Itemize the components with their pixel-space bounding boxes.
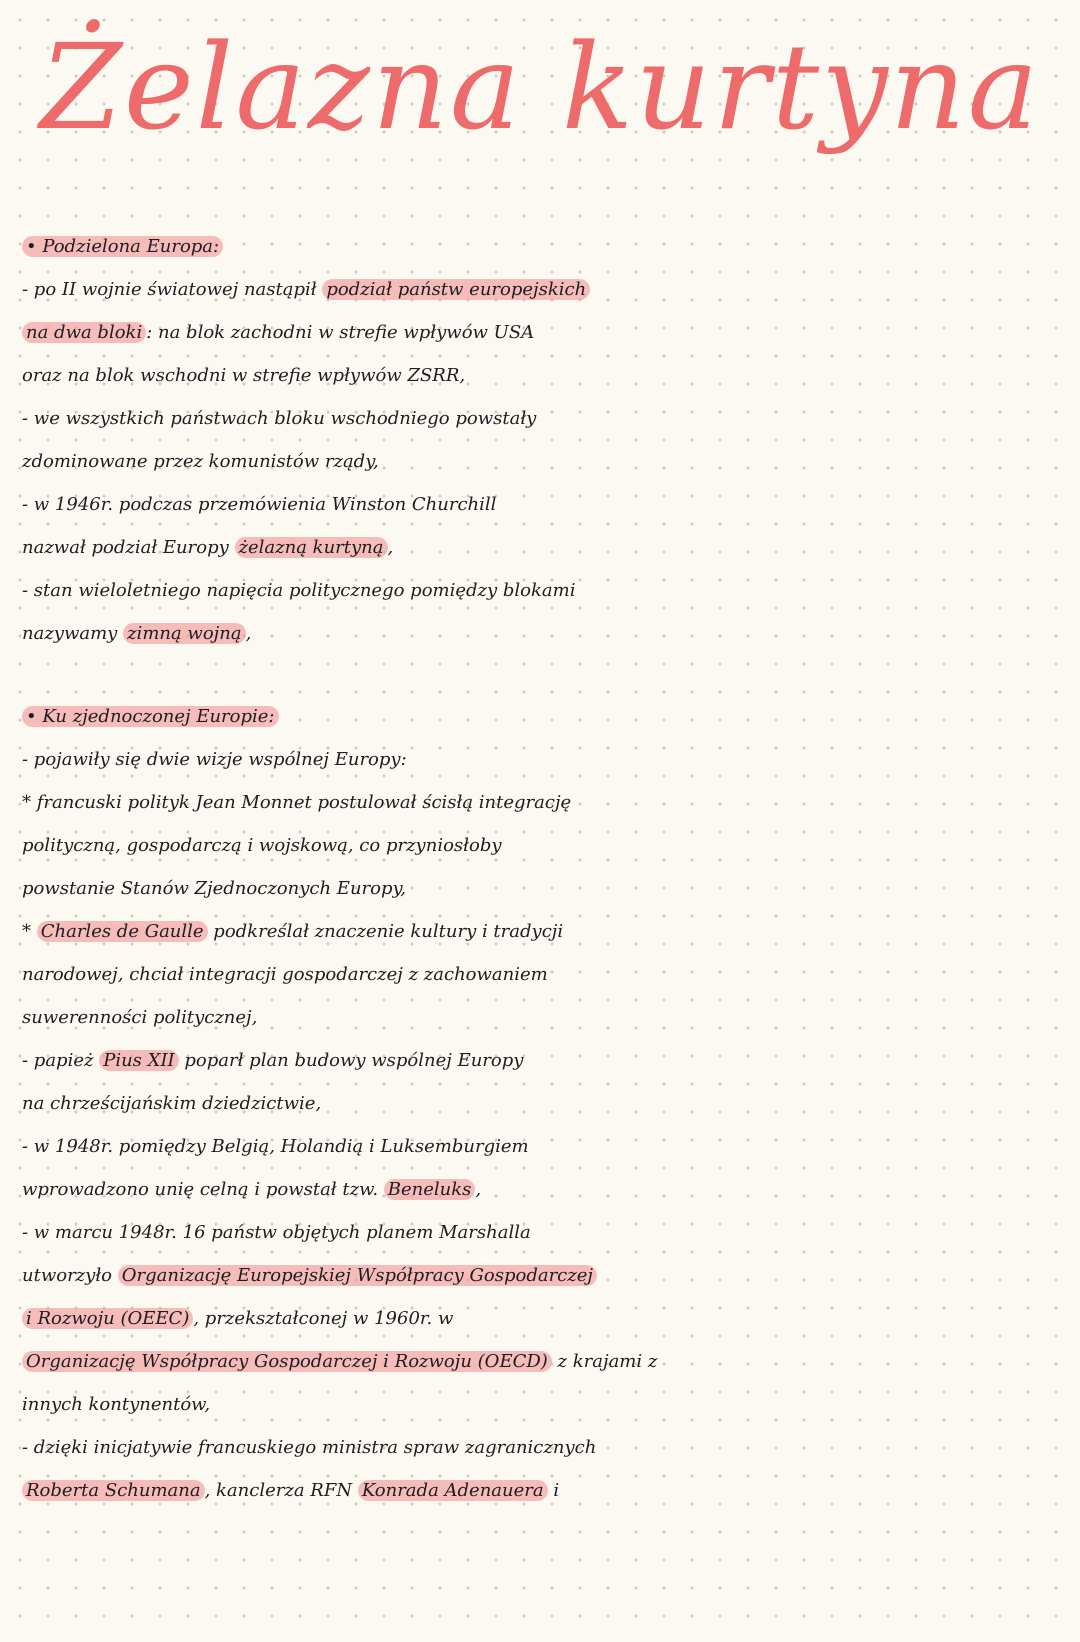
note-line — [22, 483, 1062, 526]
note-line — [22, 1082, 1062, 1125]
note-text: poparł plan budowy wspólnej Europy — [178, 1050, 524, 1071]
note-line — [22, 569, 1062, 612]
note-text: - dzięki inicjatywie francuskiego ministra spraw zagranicznych — [22, 1437, 597, 1458]
highlighted-text: Konrada Adenauera — [358, 1480, 548, 1501]
note-text: , przekształconej w 1960r. w — [193, 1308, 454, 1329]
note-text: utworzyło — [22, 1265, 118, 1286]
highlighted-text: Pius XII — [99, 1050, 178, 1071]
note-text: : na blok zachodni w strefie wpływów USA — [146, 322, 535, 343]
note-text: wprowadzono unię celną i powstał tzw. — [22, 1179, 384, 1200]
note-text: nazwał podział Europy — [22, 537, 235, 558]
note-line — [22, 612, 1062, 655]
notes-body — [22, 225, 1062, 1512]
note-text: narodowej, chciał integracji gospodarczej z zachowaniem — [22, 964, 548, 985]
note-line — [22, 738, 1062, 781]
note-line — [22, 526, 1062, 569]
heading-highlight: • Podzielona Europa: — [22, 236, 223, 257]
note-line — [22, 268, 1062, 311]
highlighted-text: na dwa bloki — [22, 322, 146, 343]
note-text: * francuski polityk Jean Monnet postulował ścisłą integrację — [22, 792, 572, 813]
highlighted-text: i Rozwoju (OEEC) — [22, 1308, 193, 1329]
note-text: * — [22, 921, 37, 942]
note-text: - stan wieloletniego napięcia politycznego pomiędzy blokami — [22, 580, 576, 601]
section-podzielona-europa — [22, 268, 1062, 655]
note-line — [22, 1383, 1062, 1426]
note-line — [22, 824, 1062, 867]
note-text: innych kontynentów, — [22, 1394, 211, 1415]
highlighted-text: podział państw europejskich — [322, 279, 590, 300]
section-heading-podzielona-europa — [22, 225, 1062, 268]
section-ku-zjednoczonej-europie — [22, 738, 1062, 1512]
note-text: , kanclerza RFN — [204, 1480, 358, 1501]
note-line — [22, 1125, 1062, 1168]
highlighted-text: Charles de Gaulle — [37, 921, 208, 942]
note-line — [22, 354, 1062, 397]
note-line — [22, 1039, 1062, 1082]
highlighted-text: żelazną kurtyną — [235, 537, 388, 558]
note-line — [22, 311, 1062, 354]
highlighted-text: Roberta Schumana — [22, 1480, 205, 1501]
note-text: - po II wojnie światowej nastąpił — [22, 279, 323, 300]
note-text: na chrześcijańskim dziedzictwie, — [22, 1093, 322, 1114]
note-text: , — [245, 623, 252, 644]
note-line — [22, 1297, 1062, 1340]
note-text: podkreślał znaczenie kultury i tradycji — [207, 921, 564, 942]
note-line — [22, 781, 1062, 824]
highlighted-text: Organizację Współpracy Gospodarczej i Rozwoju (OECD) — [22, 1351, 552, 1372]
note-line — [22, 1211, 1062, 1254]
highlighted-text: Organizację Europejskiej Współpracy Gospodarczej — [118, 1265, 597, 1286]
note-line — [22, 1254, 1062, 1297]
note-text: , — [475, 1179, 482, 1200]
note-line — [22, 397, 1062, 440]
highlighted-text: zimną wojną — [123, 623, 246, 644]
note-text: polityczną, gospodarczą i wojskową, co przyniosłoby — [22, 835, 502, 856]
note-text: nazywamy — [22, 623, 124, 644]
section-heading-ku-zjednoczonej-europie — [22, 695, 1062, 738]
note-line — [22, 867, 1062, 910]
highlighted-text: Beneluks — [384, 1179, 476, 1200]
note-text: oraz na blok wschodni w strefie wpływów ZSRR, — [22, 365, 466, 386]
note-text: - w 1948r. pomiędzy Belgią, Holandią i Luksemburgiem — [22, 1136, 529, 1157]
note-text: - papież — [22, 1050, 100, 1071]
note-text: - w marcu 1948r. 16 państw objętych planem Marshalla — [22, 1222, 531, 1243]
note-line — [22, 910, 1062, 953]
note-text: - we wszystkich państwach bloku wschodniego powstały — [22, 408, 537, 429]
note-line — [22, 1469, 1062, 1512]
heading-highlight: • Ku zjednoczonej Europie: — [22, 706, 279, 727]
note-text: suwerenności politycznej, — [22, 1007, 258, 1028]
note-line — [22, 1340, 1062, 1383]
note-text: powstanie Stanów Zjednoczonych Europy, — [22, 878, 406, 899]
page-title: Żelazna kurtyna — [39, 18, 1041, 156]
note-text: , — [387, 537, 394, 558]
note-line — [22, 953, 1062, 996]
note-text: zdominowane przez komunistów rządy, — [22, 451, 379, 472]
note-text: i — [547, 1480, 560, 1501]
note-text: - pojawiły się dwie wizje wspólnej Europy: — [22, 749, 407, 770]
note-line — [22, 1426, 1062, 1469]
note-line — [22, 996, 1062, 1039]
note-line — [22, 440, 1062, 483]
note-line — [22, 1168, 1062, 1211]
note-text: - w 1946r. podczas przemówienia Winston Churchill — [22, 494, 497, 515]
note-text: z krajami z — [551, 1351, 658, 1372]
